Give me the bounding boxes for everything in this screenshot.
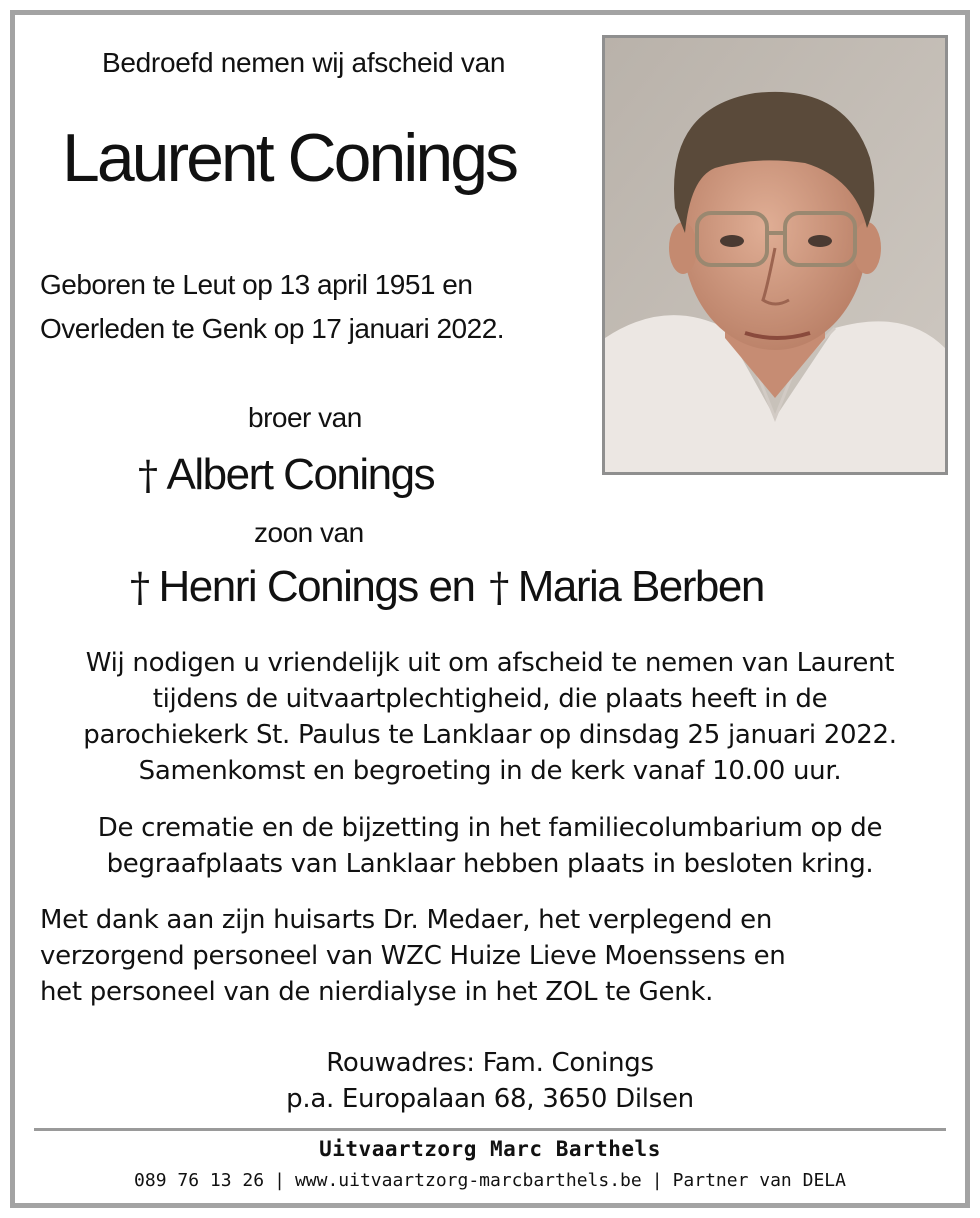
- address-line-2: p.a. Europalaan 68, 3650 Dilsen: [286, 1084, 694, 1114]
- partner-text: Partner van DELA: [672, 1170, 846, 1191]
- phone-number: 089 76 13 26: [134, 1170, 265, 1191]
- thanks-line: Met dank aan zijn huisarts Dr. Medaer, het verplegend en: [40, 905, 773, 935]
- portrait-photo: [602, 35, 948, 475]
- separator: |: [651, 1170, 663, 1191]
- birth-line: Geboren te Leut op 13 april 1951 en: [40, 269, 473, 300]
- son-label: zoon van: [254, 517, 364, 548]
- cremation-line: begraafplaats van Lanklaar hebben plaats in besloten kring.: [106, 849, 874, 879]
- invitation-paragraph: [0, 645, 980, 789]
- cremation-line: De crematie en de bijzetting in het familiecolumbarium op de: [97, 813, 883, 843]
- thanks-line: het personeel van de nierdialyse in het ZOL te Genk.: [40, 977, 714, 1007]
- website-link[interactable]: www.uitvaartzorg-marcbarthels.be: [294, 1170, 642, 1191]
- father-name: Henri Conings en: [158, 562, 475, 611]
- company-name: Uitvaartzorg Marc Barthels: [319, 1137, 661, 1161]
- mourning-address: [0, 1045, 980, 1117]
- footer-contacts: [0, 1170, 980, 1191]
- footer-divider: [34, 1128, 946, 1131]
- invitation-line: tijdens de uitvaartplechtigheid, die plaats heeft in de: [152, 684, 828, 714]
- cross-icon: †: [130, 565, 149, 611]
- portrait-illustration: [605, 38, 945, 472]
- cross-icon: †: [489, 565, 508, 611]
- dates-block: [40, 263, 504, 351]
- invitation-line: parochiekerk St. Paulus te Lanklaar op dinsdag 25 januari 2022.: [83, 720, 897, 750]
- intro-text: Bedroefd nemen wij afscheid van: [102, 47, 506, 78]
- separator: |: [274, 1170, 285, 1191]
- brother-name: Albert Conings: [166, 450, 435, 499]
- thanks-line: verzorgend personeel van WZC Huize Lieve Moenssens en: [40, 941, 786, 971]
- deceased-name: Laurent Conings: [62, 120, 517, 196]
- brother-name-line: [138, 450, 434, 500]
- address-line-1: Rouwadres: Fam. Conings: [326, 1048, 654, 1078]
- invitation-line: Samenkomst en begroeting in de kerk vanaf 10.00 uur.: [138, 756, 842, 786]
- thanks-paragraph: [40, 902, 786, 1010]
- parents-line: [130, 562, 764, 612]
- mother-name: Maria Berben: [517, 562, 764, 611]
- death-line: Overleden te Genk op 17 januari 2022.: [40, 313, 505, 344]
- invitation-line: Wij nodigen u vriendelijk uit om afscheid te nemen van Laurent: [85, 648, 895, 678]
- cremation-paragraph: [0, 810, 980, 882]
- brother-label: broer van: [248, 402, 362, 433]
- cross-icon: †: [138, 453, 157, 499]
